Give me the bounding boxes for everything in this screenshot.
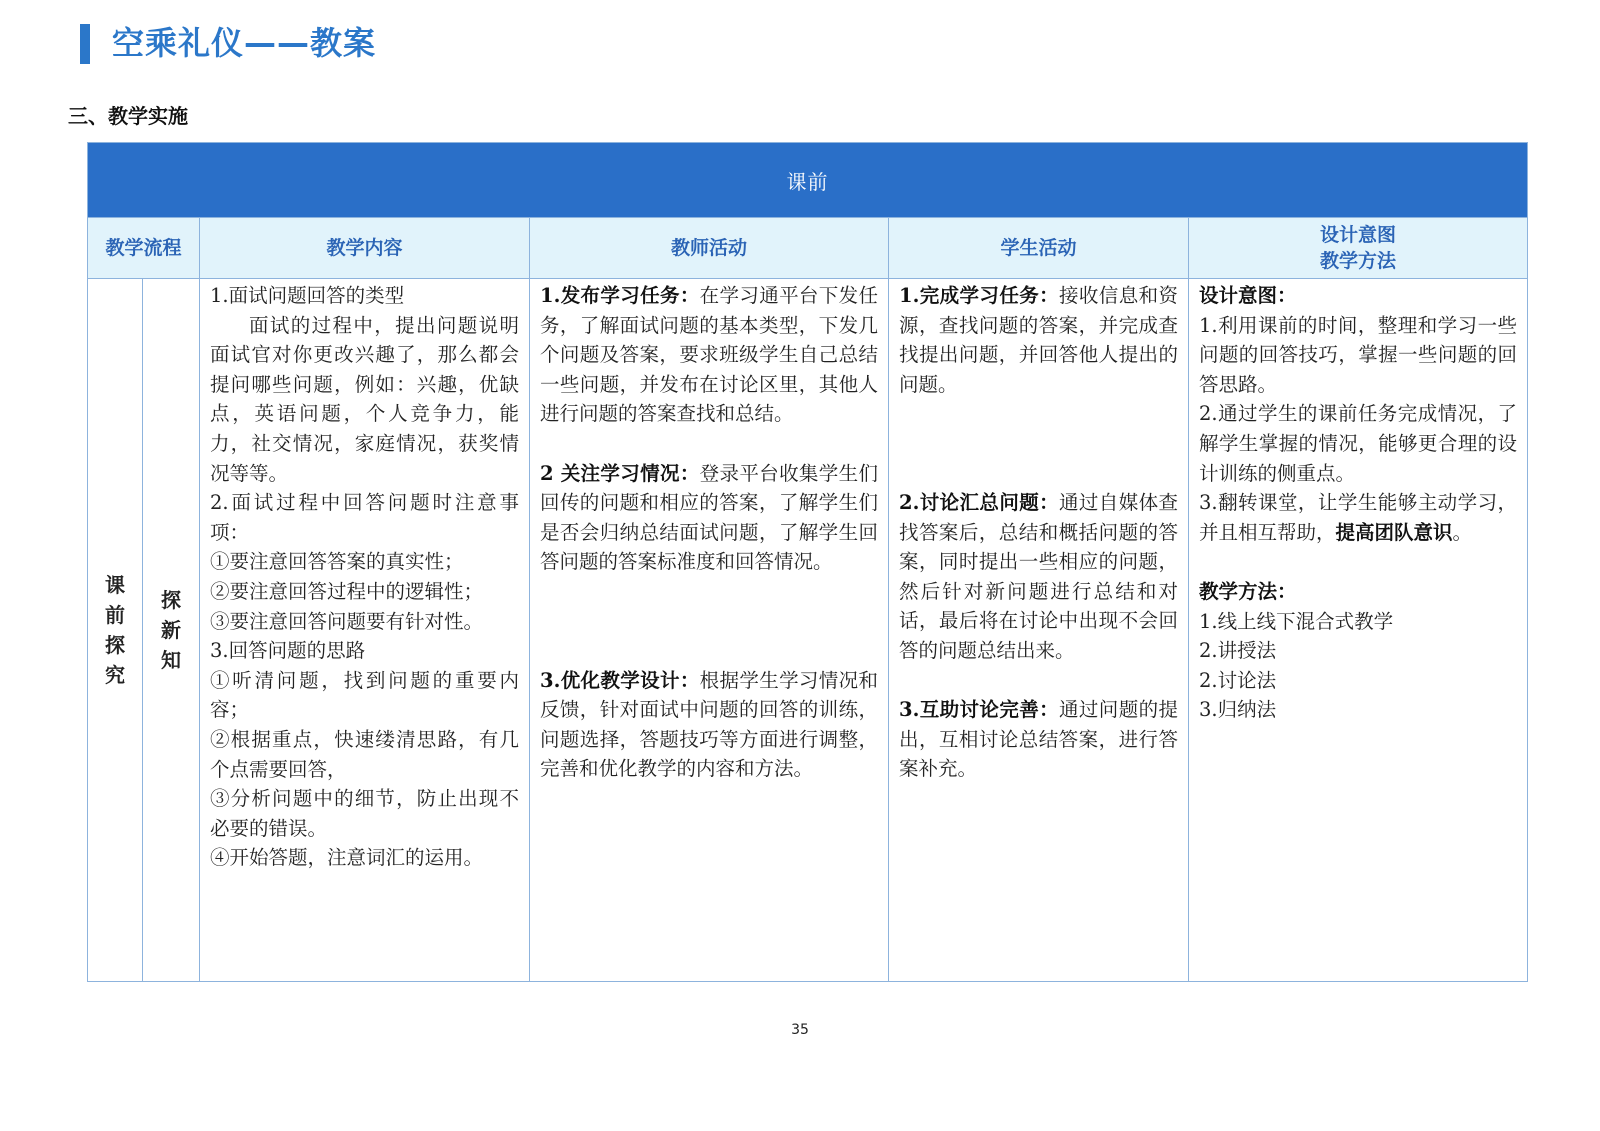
intent-line: 1.利用课前的时间，整理和学习一些问题的回答技巧，掌握一些问题的回答思路。 (1199, 313, 1518, 396)
intent-line-end: 。 (1452, 520, 1473, 544)
stage-char: 课 (105, 573, 125, 597)
student-item-body: 通过问题的提出，互相讨论总结答案，进行答案补充。 (899, 698, 1178, 781)
method-line: 1.线上线下混合式教学 (1199, 609, 1394, 633)
header-row (88, 218, 1528, 279)
intent-title (1199, 281, 1517, 311)
substage-char: 知 (161, 648, 181, 672)
intent-line (1199, 488, 1517, 547)
student-cell (889, 279, 1189, 982)
content-line: ④开始答题，注意词汇的运用。 (210, 846, 484, 870)
content-line: ①要注意回答答案的真实性； (210, 550, 464, 574)
teacher-item-3 (540, 666, 878, 784)
substage-char: 探 (161, 588, 181, 612)
document-title: 空乘礼仪——教案 (112, 24, 377, 62)
lesson-plan-table (87, 142, 1528, 982)
student-item-3 (899, 695, 1178, 784)
student-item-title: 1.完成学习任务： (899, 284, 1060, 307)
method-line: 2.讨论法 (1199, 668, 1277, 692)
intent-line: 2.通过学生的课前任务完成情况，了解学生掌握的情况，能够更合理的设计训练的侧重点。 (1199, 402, 1518, 485)
substage-char: 新 (161, 618, 181, 642)
teacher-cell (530, 279, 889, 982)
method-title-text: 教学方法： (1199, 579, 1297, 603)
method-line: 3.归纳法 (1199, 698, 1277, 722)
method-line: 2.讲授法 (1199, 639, 1277, 663)
header-intent (1189, 218, 1528, 279)
content-line: ①听清问题，找到问题的重要内容； (210, 668, 519, 722)
content-line: 2.面试过程中回答问题时注意事项： (210, 491, 519, 544)
band-label: 课前 (88, 143, 1528, 218)
content-line: ③分析问题中的细节，防止出现不必要的错误。 (210, 787, 519, 840)
header-process: 教学流程 (88, 218, 200, 279)
header-intent-line2: 教学方法 (1320, 250, 1397, 272)
intent-line-emphasis: 提高团队意识 (1335, 520, 1453, 544)
page-number: 35 (791, 1022, 809, 1038)
content-line: ②要注意回答过程中的逻辑性； (210, 579, 484, 603)
title-accent-bar (80, 24, 90, 64)
stage-char: 前 (105, 603, 125, 627)
teacher-item-2 (540, 459, 878, 577)
content-line: 面试的过程中，提出问题说明面试官对你更改兴趣了，那么都会提问哪些问题，例如：兴趣，优缺点，英语问题，个人竞争力，能力，社交情况，家庭情况，获奖情况等等。 (210, 313, 519, 485)
header-intent-line1: 设计意图 (1320, 224, 1397, 246)
band-row (88, 143, 1528, 218)
table-row (88, 279, 1528, 982)
content-cell (200, 279, 530, 982)
teacher-item-title: 3.优化教学设计： (540, 668, 700, 692)
content-line: 3.回答问题的思路 (210, 639, 366, 663)
teacher-item-body: 根据学生学习情况和反馈，针对面试中问题的回答的训练，问题选择，答题技巧等方面进行调整，完善和优化教学的内容和方法。 (540, 668, 878, 781)
student-item-body: 通过自媒体查找答案后，总结和概括问题的答案，同时提出一些相应的问题，然后针对新问题进行总结和对话，最后将在讨论中出现不会回答的问题总结出来。 (899, 490, 1178, 662)
stage-cell (88, 279, 143, 982)
content-line: ③要注意回答问题要有针对性。 (210, 609, 484, 633)
stage-char: 探 (105, 633, 125, 657)
content-line: ②根据重点，快速缕清思路，有几个点需要回答， (210, 727, 519, 781)
intent-cell (1189, 279, 1528, 982)
header-student: 学生活动 (889, 218, 1189, 279)
teacher-item-title: 1.发布学习任务： (540, 284, 700, 307)
teacher-item-body: 登录平台收集学生们回传的问题和相应的答案，了解学生们是否会归纳总结面试问题，了解学生回答问题的答案标准度和回答情况。 (540, 461, 878, 574)
student-item-1 (899, 281, 1178, 399)
stage-char: 究 (105, 663, 125, 687)
intent-line-text: 3.翻转课堂，让学生能够主动学习，并且相互帮助， (1199, 491, 1518, 544)
student-item-body: 接收信息和资源，查找问题的答案，并完成查找提出问题，并回答他人提出的问题。 (899, 284, 1178, 396)
teacher-item-title: 2 关注学习情况： (540, 461, 700, 485)
content-line: 1.面试问题回答的类型 (210, 284, 405, 307)
method-title (1199, 577, 1517, 607)
header-teacher: 教师活动 (530, 218, 889, 279)
student-item-title: 2.讨论汇总问题： (899, 490, 1060, 514)
substage-cell (143, 279, 200, 982)
teacher-item-1 (540, 281, 878, 429)
student-item-2 (899, 488, 1178, 666)
section-heading: 三、教学实施 (68, 104, 188, 128)
header-content: 教学内容 (200, 218, 530, 279)
intent-title-text: 设计意图： (1199, 284, 1297, 307)
teacher-item-body: 在学习通平台下发任务，了解面试问题的基本类型，下发几个问题及答案，要求班级学生自己总结一些问题，并发布在讨论区里，其他人进行问题的答案查找和总结。 (540, 284, 878, 426)
student-item-title: 3.互助讨论完善： (899, 698, 1060, 722)
